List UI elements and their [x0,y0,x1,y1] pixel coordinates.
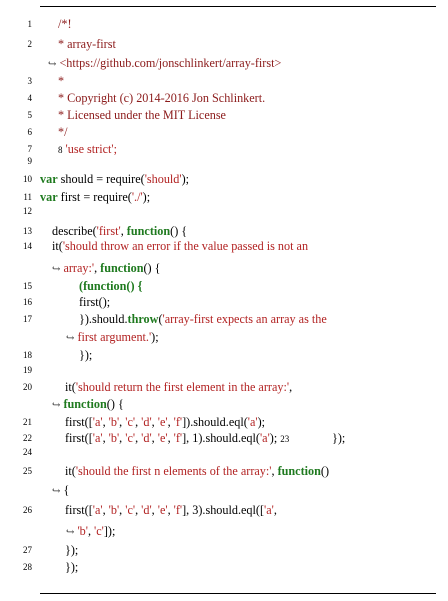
line-number: 6 [27,127,32,137]
code-line-2-cont: ↪ <https://github.com/jonschlinkert/array-first> [48,56,282,70]
code-line-10: var should = require('should'); [40,172,190,186]
code-line-26-cont: ↪ 'b', 'c']); [66,524,116,538]
code-line-7: 8 'use strict'; [58,142,117,156]
code-line-27: }); [65,543,79,557]
code-line-5: * Licensed under the MIT License [58,108,226,122]
line-number: 19 [23,365,32,375]
line-number: 25 [23,466,32,476]
code-line-21: first(['a', 'b', 'c', 'd', 'e', 'f']).should.eql('a'); [65,415,266,429]
code-line-1: /*! [58,17,72,31]
line-number: 5 [27,110,32,120]
wrap-arrow-icon: ↪ [52,400,61,411]
line-number: 17 [23,314,32,324]
code-line-20-cont: ↪ function() { [52,397,124,411]
code-line-17-cont: ↪ first argument.'); [66,330,159,344]
wrap-arrow-icon: ↪ [48,59,57,70]
line-number: 28 [23,562,32,572]
line-number: 14 [23,241,32,251]
line-number: 24 [23,447,32,457]
line-number: 2 [27,39,32,49]
code-line-6: */ [58,125,68,139]
code-line-25-cont: ↪ { [52,483,70,497]
line-number: 27 [23,545,32,555]
code-line-28: }); [65,560,79,574]
code-line-18: }); [79,348,93,362]
code-line-23: }); [332,431,346,445]
line-number: 9 [27,156,32,166]
line-number: 22 [23,433,32,443]
code-line-26: first(['a', 'b', 'c', 'd', 'e', 'f'], 3).should.eql(['a', [65,503,277,517]
line-number: 18 [23,350,32,360]
code-line-16: first(); [79,295,111,309]
wrap-arrow-icon: ↪ [66,333,75,344]
code-line-3: * [58,74,65,88]
line-number: 4 [27,93,32,103]
line-number: 1 [27,19,32,29]
line-number: 7 [27,144,32,154]
line-number: 20 [23,382,32,392]
code-line-15: (function() { [79,279,143,293]
line-number: 11 [23,192,32,202]
wrap-arrow-icon: ↪ [52,264,61,275]
line-number: 3 [27,76,32,86]
code-line-14: it('should throw an error if the value passed is not an [52,239,309,253]
code-line-14-cont: ↪ array:', function() { [52,261,161,275]
code-line-20: it('should return the first element in the array:', [65,380,293,394]
line-number: 16 [23,297,32,307]
wrap-arrow-icon: ↪ [66,527,75,538]
code-line-11: var first = require('./'); [40,190,151,204]
line-number: 10 [23,174,32,184]
code-line-22: first(['a', 'b', 'c', 'd', 'e', 'f'], 1).should.eql('a'); 23 [65,431,290,445]
code-line-13: describe('first', function() { [52,224,188,238]
line-number: 26 [23,505,32,515]
bottom-rule [40,593,436,594]
line-number: 12 [23,206,32,216]
code-line-25: it('should the first n elements of the array:', function() [65,464,330,478]
line-number: 21 [23,417,32,427]
line-number: 13 [23,226,32,236]
code-line-4: * Copyright (c) 2014-2016 Jon Schlinkert. [58,91,266,105]
code-line-17: }).should.throw('array-first expects an array as the [79,312,327,326]
line-number: 15 [23,281,32,291]
top-rule [40,6,436,7]
wrap-arrow-icon: ↪ [52,486,61,497]
code-line-2: * array-first [58,37,116,51]
